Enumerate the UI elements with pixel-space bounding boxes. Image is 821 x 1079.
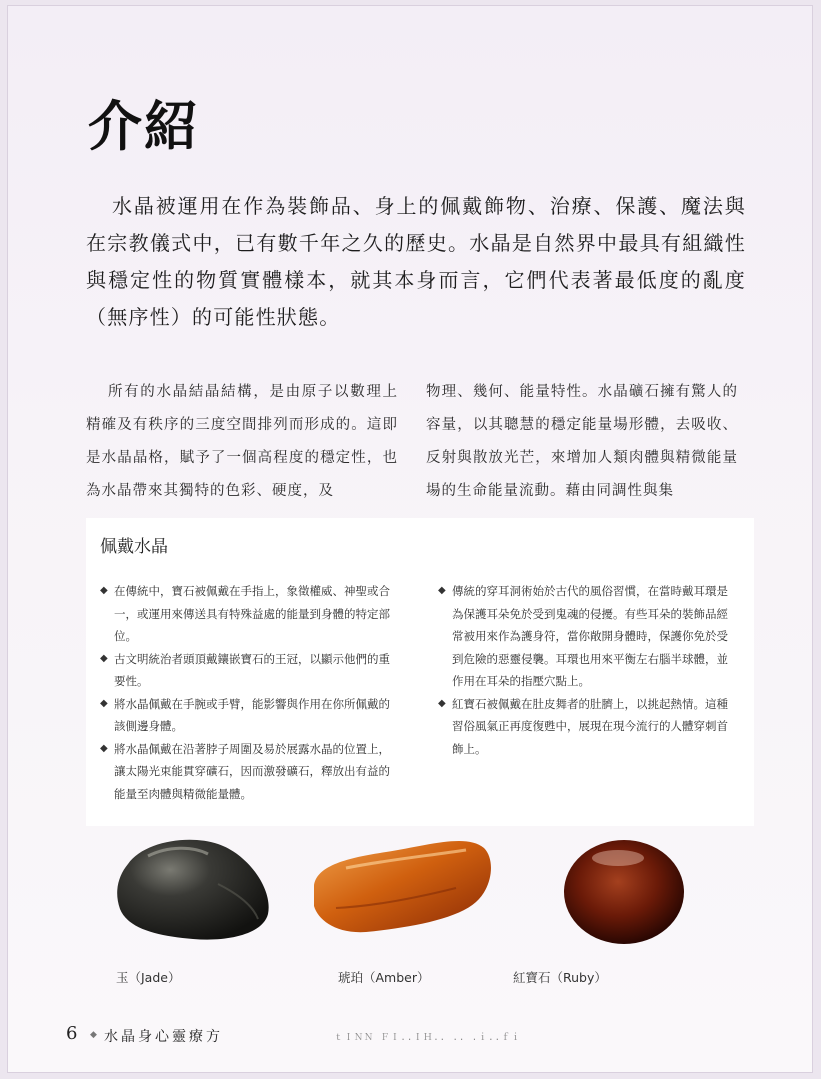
ruby-stone-image [558,836,690,948]
list-item: ◆ 將水晶佩戴在手腕或手臂，能影響與作用在你所佩戴的該側邊身體。 [100,693,392,738]
list-item: ◆ 紅寶石被佩戴在肚皮舞者的肚臍上，以挑起熱情。這種習俗風氣正再度復甦中，展現在現今流行的人體穿刺首飾上。 [438,693,728,761]
list-item: ◆ 傳統的穿耳洞術始於古代的風俗習慣，在當時戴耳環是為保護耳朵免於受到鬼魂的侵擾。有些耳朵的裝飾品經常被用來作為護身符，當你敞開身體時，保護你免於受到危險的惡靈侵襲。耳環也用來平衡左右腦半球體，並作用在耳朵的指壓穴點上。 [438,580,728,693]
diamond-bullet-icon: ◆ [100,585,108,596]
diamond-bullet-icon: ◆ [438,585,446,596]
footer-book-title: 水晶身心靈療方 [104,1029,223,1045]
page-title: 介紹 [88,94,200,158]
list-item: ◆ 將水晶佩戴在沿著脖子周圍及易於展露水晶的位置上，讓太陽光束能貫穿礦石，因而激發礦石，釋放出有益的能量至肉體與精微能量體。 [100,738,392,806]
caption-amber: 琥珀（Amber） [338,970,430,985]
bullet-list-left [100,580,392,805]
diamond-bullet-icon: ◆ [100,742,108,754]
amber-stone-image [306,828,496,938]
page [8,6,812,1072]
diamond-bullet-icon: ◆ [100,697,108,709]
caption-ruby: 紅寶石（Ruby） [513,970,607,985]
sidebar-box-title: 佩戴水晶 [100,537,168,557]
jade-stone-image [108,834,278,946]
body-column-right: 物理、幾何、能量特性。水晶礦石擁有驚人的容量，以其聰慧的穩定能量場形體，去吸收、反射與散放光芒，來增加人類肉體與精微能量場的生命能量流動。藉由同調性與集 [426,384,738,499]
list-item: ◆ 在傳統中，寶石被佩戴在手指上，象徵權威、神聖或合一，或運用來傳送具有特殊益處的能量到身體的特定部位。 [100,580,392,648]
diamond-bullet-icon: ◆ [438,697,446,709]
page-number: 6 [66,1023,78,1044]
intro-paragraph: 水晶被運用在作為裝飾品、身上的佩戴飾物、治療、保護、魔法與在宗教儀式中，已有數千年之久的歷史。水晶是自然界中最具有組織性與穩定性的物質實體樣本，就其本身而言，它們代表著最低度的亂度（無序性）的可能性狀態。 [86,194,746,329]
bullet-list-right [438,580,728,760]
list-item: ◆ 古文明統治者頭頂戴鑲嵌寶石的王冠，以顯示他們的重要性。 [100,648,392,693]
sidebar-box [86,518,754,826]
body-column-left: 所有的水晶結晶結構，是由原子以數理上精確及有秩序的三度空間排列而形成的。這即是水晶晶格，賦予了一個高程度的穩定性，也為水晶帶來其獨特的色彩、硬度，及 [86,384,398,499]
caption-jade: 玉（Jade） [116,970,181,985]
footer-watermark: ｔＩＮＮ ＦＩ..ＩＨ.. .. .ｉ..ｆｉ [334,1033,522,1043]
diamond-bullet-icon: ◆ [100,652,108,664]
footer-diamond-icon: ◆ [90,1030,97,1040]
